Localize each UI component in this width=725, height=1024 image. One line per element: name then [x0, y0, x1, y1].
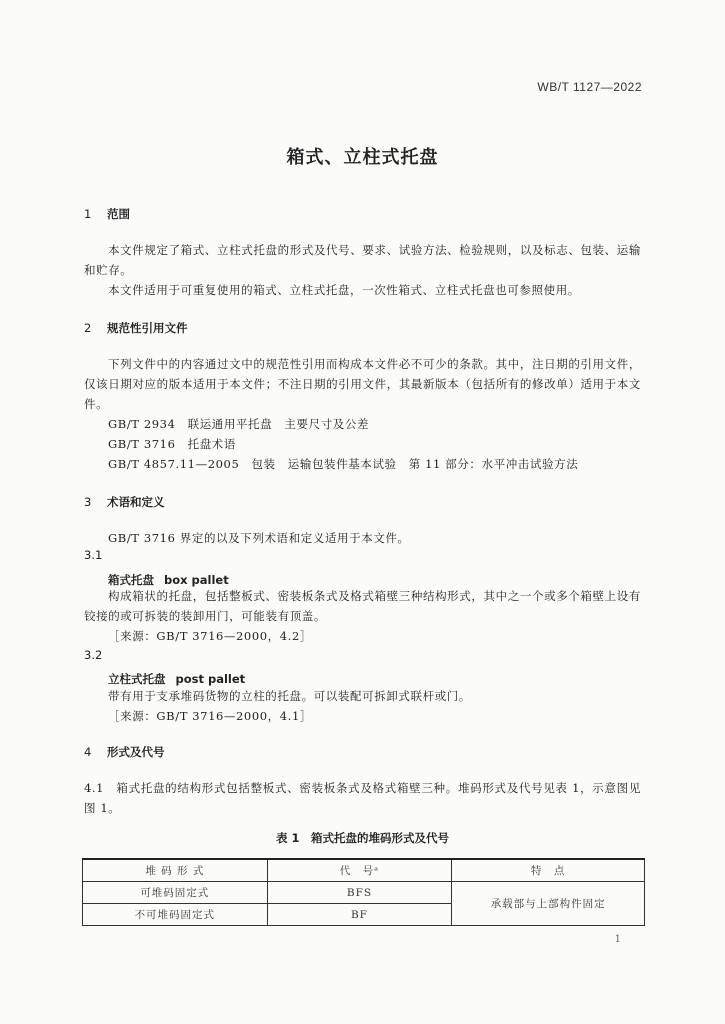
term-heading: [108, 668, 245, 687]
header-stacking-form: 堆 码 形 式: [83, 859, 268, 882]
section-3-heading: [84, 494, 165, 510]
standard-code: WB/T 1127—2022: [537, 80, 642, 94]
table-title: 表 1 箱式托盘的堆码形式及代号: [275, 831, 449, 845]
section-number: 2: [84, 321, 92, 335]
section-2-heading: [84, 320, 188, 336]
term-chinese: 箱式托盘: [108, 573, 154, 587]
section-number: 1: [84, 207, 92, 221]
section-title: 形式及代号: [107, 745, 165, 759]
paragraph-scope-1: 本文件规定了箱式、立柱式托盘的形式及代号、要求、试验方法、检验规则，以及标志、包装、运输和贮存。: [84, 243, 641, 277]
term-number: 3.2: [84, 648, 103, 662]
term-definition: 构成箱状的托盘，包括整板式、密装板条式及格式箱壁三种结构形式，其中之一个或多个箱壁上设有铰接的或可拆装的装卸用门，可能装有顶盖。: [84, 589, 641, 623]
reference-item: GB/T 2934 联运通用平托盘 主要尺寸及公差: [108, 417, 370, 431]
section-title: 规范性引用文件: [107, 321, 188, 335]
table-header-row: [83, 859, 645, 882]
cell-code: BFS: [267, 882, 452, 904]
cell-feature: 承载部与上部构件固定: [452, 882, 645, 926]
cell-form: 可堆码固定式: [83, 882, 268, 904]
table-row: [83, 882, 645, 904]
term-source: ［来源：GB/T 3716—2000，4.1］: [108, 709, 312, 723]
reference-item: GB/T 3716 托盘术语: [108, 437, 237, 451]
section-number: 4: [84, 745, 92, 759]
header-code: 代 号ᵃ: [267, 859, 452, 882]
term-source: ［来源：GB/T 3716—2000，4.2］: [108, 629, 312, 643]
term-chinese: 立柱式托盘: [108, 672, 166, 686]
section-1-heading: [84, 206, 130, 222]
section-number: 3: [84, 495, 92, 509]
document-title: 箱式、立柱式托盘: [286, 147, 439, 168]
section-title: 术语和定义: [107, 495, 165, 509]
page-number: 1: [614, 934, 621, 945]
term-definition: 带有用于支承堆码货物的立柱的托盘。可以装配可拆卸式联杆或门。: [108, 689, 471, 703]
reference-item: GB/T 4857.11—2005 包装 运输包装件基本试验 第 11 部分：水平冲击试验方法: [108, 457, 579, 471]
cell-code: BF: [267, 904, 452, 926]
paragraph-terms-intro: GB/T 3716 界定的以及下列术语和定义适用于本文件。: [108, 531, 410, 545]
clause-number: 4.1: [84, 781, 105, 795]
clause-4-1: [84, 778, 641, 818]
section-4-heading: [84, 744, 165, 760]
paragraph-scope-2: 本文件适用于可重复使用的箱式、立柱式托盘，一次性箱式、立柱式托盘也可参照使用。: [108, 283, 580, 297]
term-english: box pallet: [164, 573, 229, 587]
header-feature: 特 点: [452, 859, 645, 882]
cell-form: 不可堆码固定式: [83, 904, 268, 926]
clause-text: 箱式托盘的结构形式包括整板式、密装板条式及格式箱壁三种。堆码形式及代号见表 1，示意图见图 1。: [84, 781, 641, 815]
paragraph-normative-intro: 下列文件中的内容通过文中的规范性引用而构成本文件必不可少的条款。其中，注日期的引用文件，仅该日期对应的版本适用于本文件；不注日期的引用文件，其最新版本（包括所有的修改单）适用于本文件。: [84, 357, 641, 411]
term-number: 3.1: [84, 548, 103, 562]
data-table: [82, 858, 645, 926]
section-title: 范围: [107, 207, 130, 221]
term-english: post pallet: [175, 672, 246, 686]
